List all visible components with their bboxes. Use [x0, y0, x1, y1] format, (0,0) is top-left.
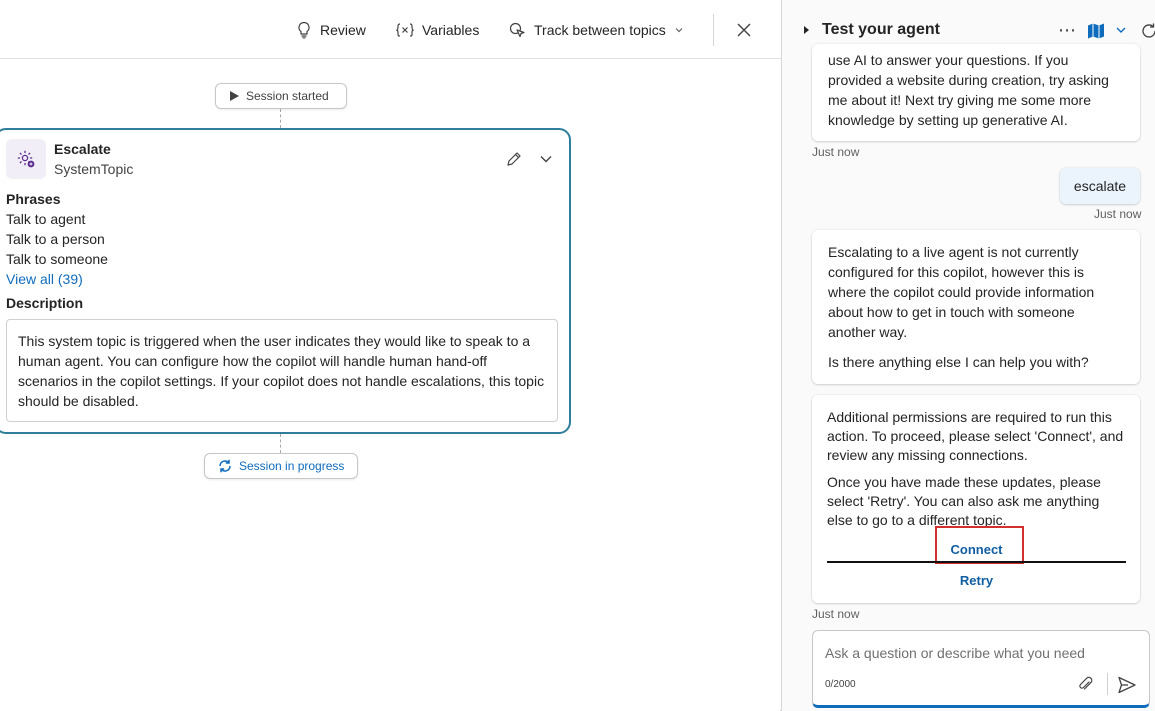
view-all-phrases-link[interactable]: View all (39)	[6, 271, 83, 287]
collapse-caret-icon[interactable]	[804, 26, 809, 34]
connector-line	[280, 109, 281, 128]
button-divider	[827, 561, 1126, 563]
test-pane-title: Test your agent	[822, 21, 940, 38]
bot-message	[812, 44, 1140, 141]
message-text: use AI to answer your questions. If you provided a website during creation, try asking me about it! Next try giving me some more knowledge by setting up generative AI.	[828, 52, 1109, 128]
track-cursor-icon	[509, 22, 526, 39]
phrase-item: Talk to a person	[6, 231, 105, 247]
close-icon[interactable]	[734, 20, 754, 40]
chevron-down-icon	[674, 25, 684, 35]
send-icon[interactable]	[1117, 675, 1137, 695]
user-message	[1060, 168, 1140, 204]
test-agent-pane	[781, 0, 1155, 711]
lightbulb-icon	[296, 21, 312, 39]
chevron-down-icon[interactable]	[539, 152, 553, 166]
refresh-icon	[217, 458, 233, 474]
composer-divider	[1107, 673, 1108, 695]
chat-composer	[812, 630, 1150, 708]
connect-button[interactable]: Connect	[950, 542, 1003, 557]
phrases-heading: Phrases	[6, 191, 61, 207]
session-in-progress-node[interactable]	[204, 453, 358, 479]
canvas-toolbar	[0, 0, 781, 59]
bot-message	[812, 230, 1140, 384]
chat-input[interactable]	[825, 645, 1125, 661]
pencil-icon[interactable]	[505, 150, 523, 168]
message-timestamp: Just now	[812, 145, 860, 159]
review-label: Review	[320, 22, 366, 38]
message-text: escalate	[1073, 178, 1127, 194]
track-label: Track between topics	[534, 22, 666, 38]
toolbar-divider	[713, 14, 714, 46]
retry-button[interactable]: Retry	[959, 573, 994, 588]
message-paragraph: Is there anything else I can help you with?	[828, 354, 1089, 370]
description-heading: Description	[6, 295, 84, 311]
system-gear-icon	[16, 149, 36, 169]
message-paragraph: Once you have made these updates, please select 'Retry'. You can also ask me anything else to go to a different topic.	[827, 474, 1101, 528]
more-options-icon[interactable]: ⋯	[1058, 20, 1077, 40]
track-between-topics-button[interactable]	[509, 18, 684, 42]
review-button[interactable]	[296, 18, 366, 42]
connector-line	[280, 434, 281, 453]
variables-label: Variables	[422, 22, 480, 38]
map-icon[interactable]	[1087, 22, 1105, 40]
phrase-item: Talk to someone	[6, 251, 108, 267]
character-count: 0/2000	[825, 679, 856, 690]
topic-name: Escalate	[54, 141, 111, 157]
refresh-icon[interactable]	[1140, 22, 1155, 40]
session-started-label: Session started	[246, 89, 329, 103]
message-paragraph: Additional permissions are required to run this action. To proceed, please select 'Connect', and review any missing connections.	[827, 409, 1124, 463]
session-in-progress-label: Session in progress	[239, 459, 345, 473]
variables-icon	[396, 22, 414, 38]
message-paragraph: Escalating to a live agent is not currently configured for this copilot, however this is where the copilot could provide information about how to get in touch with someone another way.	[828, 244, 1095, 340]
phrase-item: Talk to agent	[6, 211, 86, 227]
topic-type: SystemTopic	[54, 161, 134, 177]
play-icon	[228, 90, 240, 102]
variables-button[interactable]	[396, 18, 479, 42]
message-timestamp: Just now	[1094, 207, 1142, 221]
topic-icon	[6, 139, 46, 179]
chevron-down-icon[interactable]	[1115, 24, 1127, 36]
session-started-node[interactable]	[215, 83, 347, 109]
topic-description: This system topic is triggered when the user indicates they would like to speak to a human agent. You can configure how the copilot will handle human hand-off scenarios in the copilot settings. If your copilot does not handle escalations, this topic should be disabled.	[6, 319, 558, 422]
topic-node-escalate[interactable]	[0, 128, 571, 434]
attach-icon[interactable]	[1076, 675, 1094, 693]
bot-message-permissions-card	[812, 395, 1140, 603]
message-timestamp: Just now	[812, 607, 860, 621]
